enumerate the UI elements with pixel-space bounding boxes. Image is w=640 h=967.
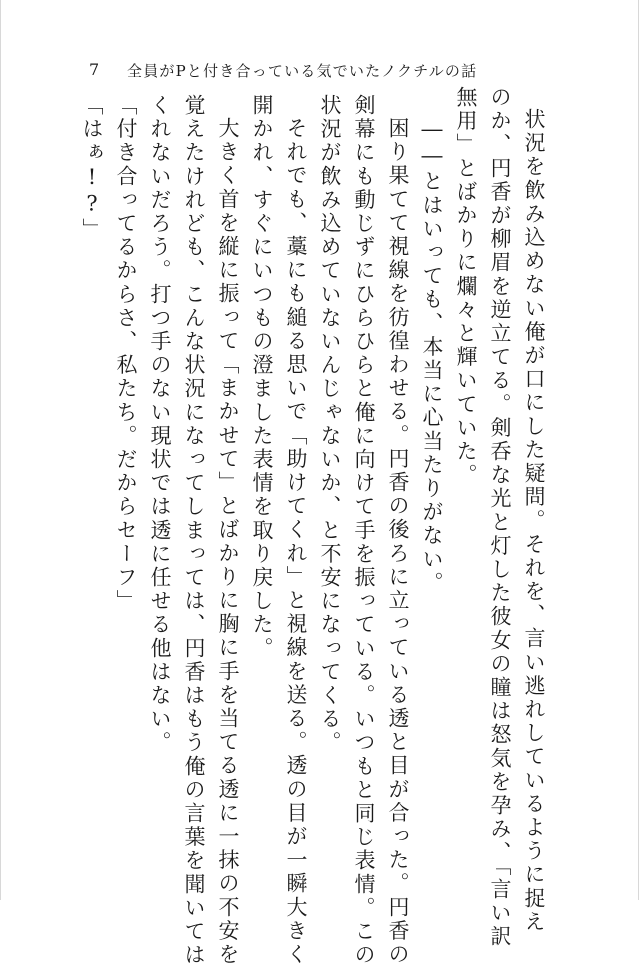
running-title: 全員がPと付き合っている気でいたノクチルの話 <box>127 62 478 80</box>
text-line-4: ――とはいっても、本当に心当たりがない。 <box>420 117 444 595</box>
text-line-13: 「付き合ってるからさ、私たち。だからセーフ」 <box>114 94 138 614</box>
text-line-8: それでも、藁にも縋る思いで「助けてくれ」と視線を送る。透の目が一瞬大きく <box>284 117 308 967</box>
text-line-1: 状況を飲み込めない俺が口にした疑問。それを、言い逃れしているように捉え <box>522 108 546 934</box>
text-line-9: 開かれ、すぐにいつもの澄ました表情を取り戻した。 <box>250 94 274 661</box>
vertical-text-body <box>80 86 547 967</box>
page-number: 7 <box>89 60 100 79</box>
text-line-5: 困り果てて視線を彷徨わせる。円香の後ろに立っている透と目が合った。円香の <box>386 117 410 967</box>
text-line-3: 無用」とばかりに爛々と輝いていた。 <box>454 86 478 488</box>
text-line-2: のか、円香が柳眉を逆立てる。剣呑な光と灯した彼女の瞳は怒気を孕み、「言い訳 <box>488 86 512 949</box>
text-line-14: 「はぁ!?」 <box>80 94 104 242</box>
text-line-6: 剣幕にも動じずにひらひらと俺に向けて手を振っている。いつもと同じ表情。この <box>352 94 376 967</box>
text-line-11: 覚えたけれども、こんな状況になってしまっては、円香はもう俺の言葉を聞いては <box>182 94 206 967</box>
text-line-10: 大きく首を縦に振って「まかせて」とばかりに胸に手を当てる透に一抹の不安を <box>216 117 240 967</box>
page-header <box>1 0 640 100</box>
text-line-12: くれないだろう。打つ手のない現状では透に任せる他はない。 <box>148 94 172 755</box>
text-line-7: 状況が飲み込めていないんじゃないか、と不安になってくる。 <box>318 94 342 755</box>
